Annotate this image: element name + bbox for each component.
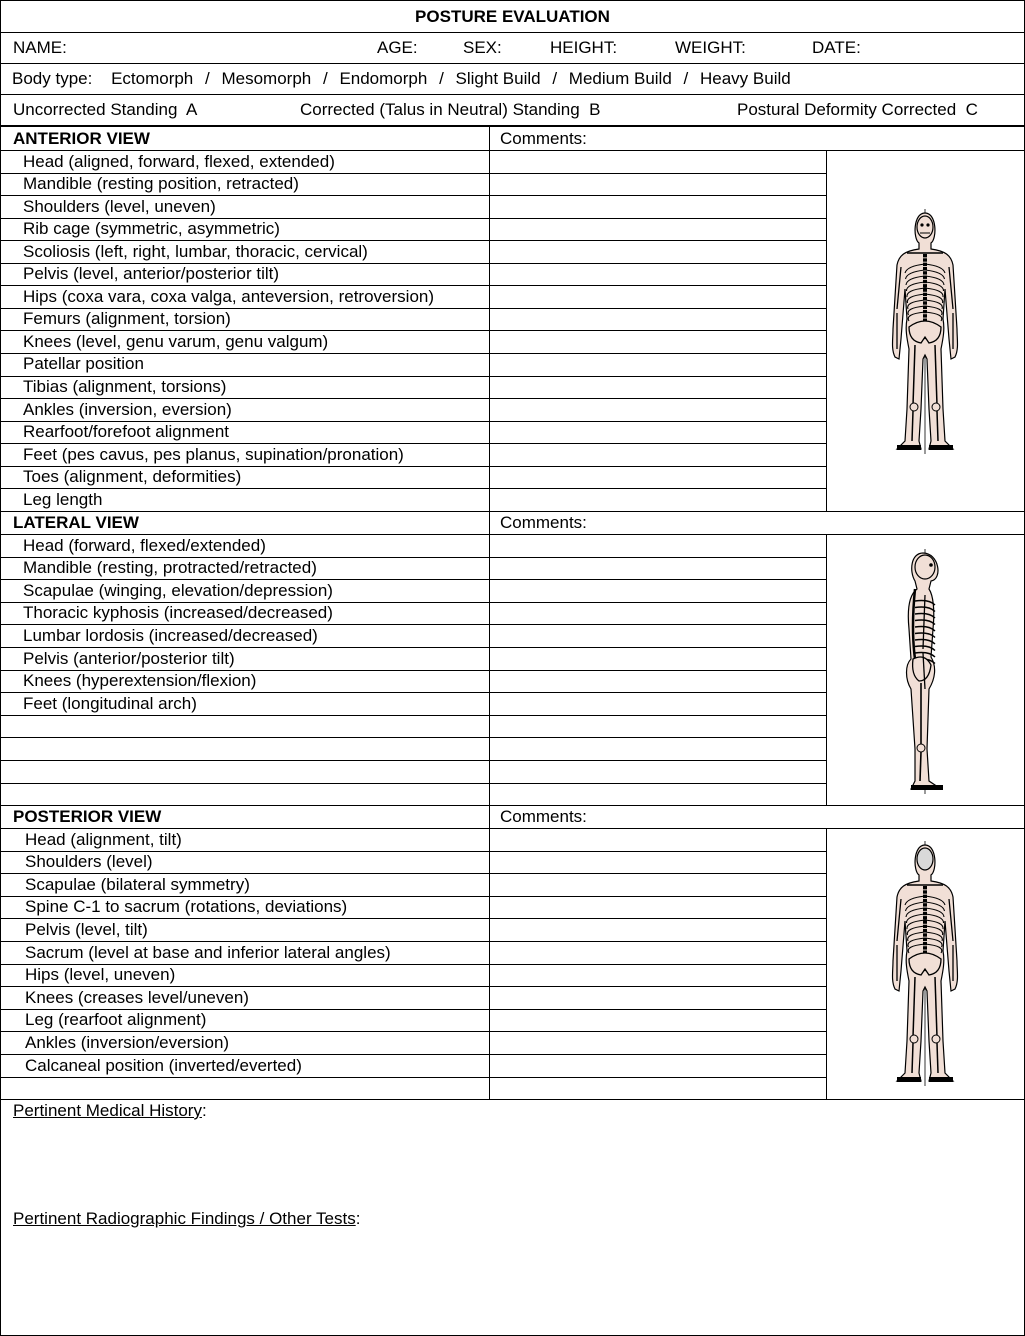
checklist-item: Lumbar lordosis (increased/decreased) (23, 625, 318, 645)
checklist-item: Knees (level, genu varum, genu valgum) (23, 331, 329, 351)
body-type-option-endomorph[interactable]: Endomorph (339, 69, 428, 88)
comment-cell[interactable] (490, 331, 825, 352)
comments-label: Comments: (500, 129, 587, 148)
comments-label: Comments: (500, 807, 587, 826)
comment-cell[interactable] (490, 580, 825, 601)
divider (489, 805, 490, 1099)
age-field[interactable]: AGE: (377, 38, 418, 57)
checklist-item: Shoulders (level) (25, 852, 153, 872)
body-type-option-heavy-build[interactable]: Heavy Build (700, 69, 791, 88)
body-type-option-slight-build[interactable]: Slight Build (455, 69, 541, 88)
checklist-item: Scapulae (bilateral symmetry) (25, 874, 250, 894)
checklist-item: Scoliosis (left, right, lumbar, thoracic, cervical) (23, 241, 368, 261)
separator: / (322, 69, 328, 88)
checklist-item: Feet (pes cavus, pes planus, supination/pronation) (23, 444, 404, 464)
comment-cell[interactable] (490, 852, 825, 873)
weight-field[interactable]: WEIGHT: (675, 38, 746, 57)
checklist-item: Shoulders (level, uneven) (23, 196, 216, 216)
checklist-item: Ankles (inversion/eversion) (25, 1032, 230, 1052)
radiographic-findings-label: Pertinent Radiographic Findings / Other Tests: (13, 1209, 361, 1228)
checklist-item: Head (forward, flexed/extended) (23, 535, 266, 555)
body-type-option-ectomorph[interactable]: Ectomorph (111, 69, 194, 88)
checklist-item: Rib cage (symmetric, asymmetric) (23, 219, 280, 239)
checklist-item: Mandible (resting position, retracted) (23, 174, 299, 194)
comment-cell[interactable] (490, 738, 825, 759)
checklist-item: Rearfoot/forefoot alignment (23, 422, 230, 442)
checklist-item: Pelvis (level, tilt) (25, 919, 148, 939)
divider (826, 828, 827, 1099)
section-title: LATERAL VIEW (13, 513, 139, 532)
comment-cell[interactable] (490, 399, 825, 420)
comment-cell[interactable] (490, 422, 825, 443)
checklist-item: Knees (hyperextension/flexion) (23, 671, 257, 691)
checklist-item: Leg (rearfoot alignment) (25, 1010, 207, 1030)
checklist-item: Scapulae (winging, elevation/depression) (23, 580, 333, 600)
comment-cell[interactable] (490, 716, 825, 737)
checklist-item: Spine C-1 to sacrum (rotations, deviations) (25, 897, 348, 917)
comment-cell[interactable] (490, 1055, 825, 1076)
comment-cell[interactable] (490, 942, 825, 963)
comment-cell[interactable] (490, 286, 825, 307)
comment-cell[interactable] (490, 219, 825, 240)
comment-cell[interactable] (490, 377, 825, 398)
separator: / (552, 69, 558, 88)
comment-cell[interactable] (490, 919, 825, 940)
checklist-item: Knees (creases level/uneven) (25, 987, 249, 1007)
standing-row (1, 95, 1024, 127)
date-field[interactable]: DATE: (812, 38, 861, 57)
standing-option-b[interactable]: Corrected (Talus in Neutral) Standing B (300, 100, 601, 119)
comment-cell[interactable] (490, 151, 825, 172)
checklist-item: Tibias (alignment, torsions) (23, 377, 227, 396)
comment-cell[interactable] (490, 603, 825, 624)
comment-cell[interactable] (490, 671, 825, 692)
comment-cell[interactable] (490, 761, 825, 782)
comment-cell[interactable] (490, 874, 825, 895)
divider (826, 534, 827, 805)
comment-cell[interactable] (490, 625, 825, 646)
checklist-item: Ankles (inversion, eversion) (23, 399, 232, 419)
comment-cell[interactable] (490, 467, 825, 488)
comment-cell[interactable] (490, 309, 825, 330)
checklist-item: Feet (longitudinal arch) (23, 693, 197, 713)
height-field[interactable]: HEIGHT: (550, 38, 618, 57)
comment-cell[interactable] (490, 174, 825, 195)
comment-cell[interactable] (490, 558, 825, 579)
checklist-item: Femurs (alignment, torsion) (23, 309, 231, 329)
checklist-item: Pelvis (level, anterior/posterior tilt) (23, 264, 280, 284)
form-title: POSTURE EVALUATION (1, 1, 1024, 33)
checklist-item: Toes (alignment, deformities) (23, 467, 242, 487)
checklist-item: Thoracic kyphosis (increased/decreased) (23, 603, 333, 623)
comment-cell[interactable] (490, 965, 825, 986)
comment-cell[interactable] (490, 829, 825, 850)
comment-cell[interactable] (490, 354, 825, 375)
checklist-item: Hips (coxa vara, coxa valga, anteversion, retroversion) (23, 286, 435, 306)
separator: / (205, 69, 210, 88)
comment-cell[interactable] (490, 489, 825, 510)
comment-cell[interactable] (490, 693, 825, 714)
name-field[interactable]: NAME: (13, 38, 67, 57)
checklist-item: Leg length (23, 489, 103, 509)
section-title: ANTERIOR VIEW (13, 129, 150, 148)
checklist-item: Calcaneal position (inverted/everted) (25, 1055, 302, 1075)
sex-field[interactable]: SEX: (463, 38, 502, 57)
checklist-item: Sacrum (level at base and inferior lateral angles) (25, 942, 391, 962)
divider (489, 127, 490, 511)
checklist-item: Pelvis (anterior/posterior tilt) (23, 648, 235, 668)
checklist-item: Hips (level, uneven) (25, 965, 176, 985)
medical-history-label: Pertinent Medical History: (13, 1101, 207, 1120)
comment-cell[interactable] (490, 535, 825, 556)
separator: / (439, 69, 444, 88)
body-type-row (1, 64, 1024, 95)
comment-cell[interactable] (490, 897, 825, 918)
checklist-item: Head (aligned, forward, flexed, extended) (23, 151, 335, 171)
comments-label: Comments: (500, 513, 587, 532)
divider (489, 511, 490, 805)
standing-option-c[interactable]: Postural Deformity Corrected C (737, 100, 978, 119)
checklist-item: Patellar position (23, 354, 144, 374)
divider (826, 150, 827, 511)
body-type-label: Body type: (12, 69, 93, 88)
comment-cell[interactable] (490, 444, 825, 465)
body-type-option-medium-build[interactable]: Medium Build (568, 69, 672, 88)
checklist-item: Head (alignment, tilt) (25, 829, 182, 849)
checklist-item: Mandible (resting, protracted/retracted) (23, 558, 317, 578)
comment-cell[interactable] (490, 784, 825, 805)
body-type-option-mesomorph[interactable]: Mesomorph (221, 69, 312, 88)
comment-cell[interactable] (490, 648, 825, 669)
section-title: POSTERIOR VIEW (13, 807, 162, 826)
comment-cell[interactable] (490, 241, 825, 262)
separator: / (683, 69, 689, 88)
comment-cell[interactable] (490, 1032, 825, 1053)
standing-option-a[interactable]: Uncorrected Standing A (13, 100, 198, 119)
lateral-skeleton-icon (885, 549, 965, 794)
comment-cell[interactable] (490, 1078, 825, 1099)
posterior-skeleton-icon (885, 841, 965, 1086)
comment-cell[interactable] (490, 1010, 825, 1031)
comment-cell[interactable] (490, 264, 825, 285)
anterior-skeleton-icon (885, 209, 965, 454)
comment-cell[interactable] (490, 987, 825, 1008)
patient-info-row (1, 33, 1024, 64)
comment-cell[interactable] (490, 196, 825, 217)
